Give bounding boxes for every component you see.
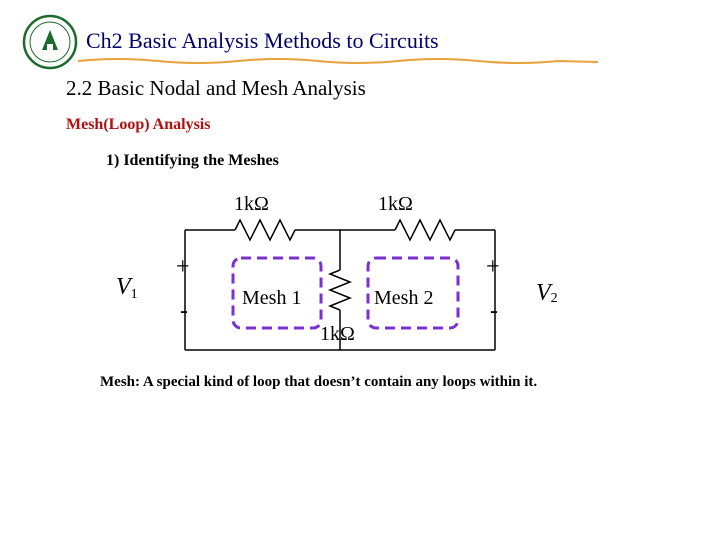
mesh1-label: Mesh 1 xyxy=(242,287,302,309)
resistor-r2 xyxy=(395,220,455,240)
chapter-title: Ch2 Basic Analysis Methods to Circuits xyxy=(86,28,439,53)
circuit-diagram xyxy=(100,182,600,362)
mesh-definition: Mesh: A special kind of loop that doesn’t contain any loops within it. xyxy=(100,374,538,390)
r2-label: 1kΩ xyxy=(378,193,413,215)
v1-letter: V xyxy=(116,274,131,300)
v1-subscript: 1 xyxy=(130,287,138,302)
v2-symbol xyxy=(536,280,558,306)
resistor-r1 xyxy=(235,220,295,240)
title-underline xyxy=(78,56,598,66)
resistor-r3 xyxy=(330,270,350,310)
step-title: 1) Identifying the Meshes xyxy=(106,152,279,169)
r1-label: 1kΩ xyxy=(234,193,269,215)
v2-minus: - xyxy=(490,298,498,324)
v2-subscript: 2 xyxy=(550,291,558,306)
v2-letter: V xyxy=(536,280,551,306)
mesh2-label: Mesh 2 xyxy=(374,287,434,309)
section-title: 2.2 Basic Nodal and Mesh Analysis xyxy=(66,76,366,100)
v2-plus: + xyxy=(486,254,500,280)
subsection-title: Mesh(Loop) Analysis xyxy=(66,116,211,133)
v1-minus: - xyxy=(180,298,188,324)
v1-symbol xyxy=(116,274,138,302)
v1-plus: + xyxy=(176,254,190,280)
university-logo xyxy=(20,14,80,70)
r3-label: 1kΩ xyxy=(320,323,355,345)
